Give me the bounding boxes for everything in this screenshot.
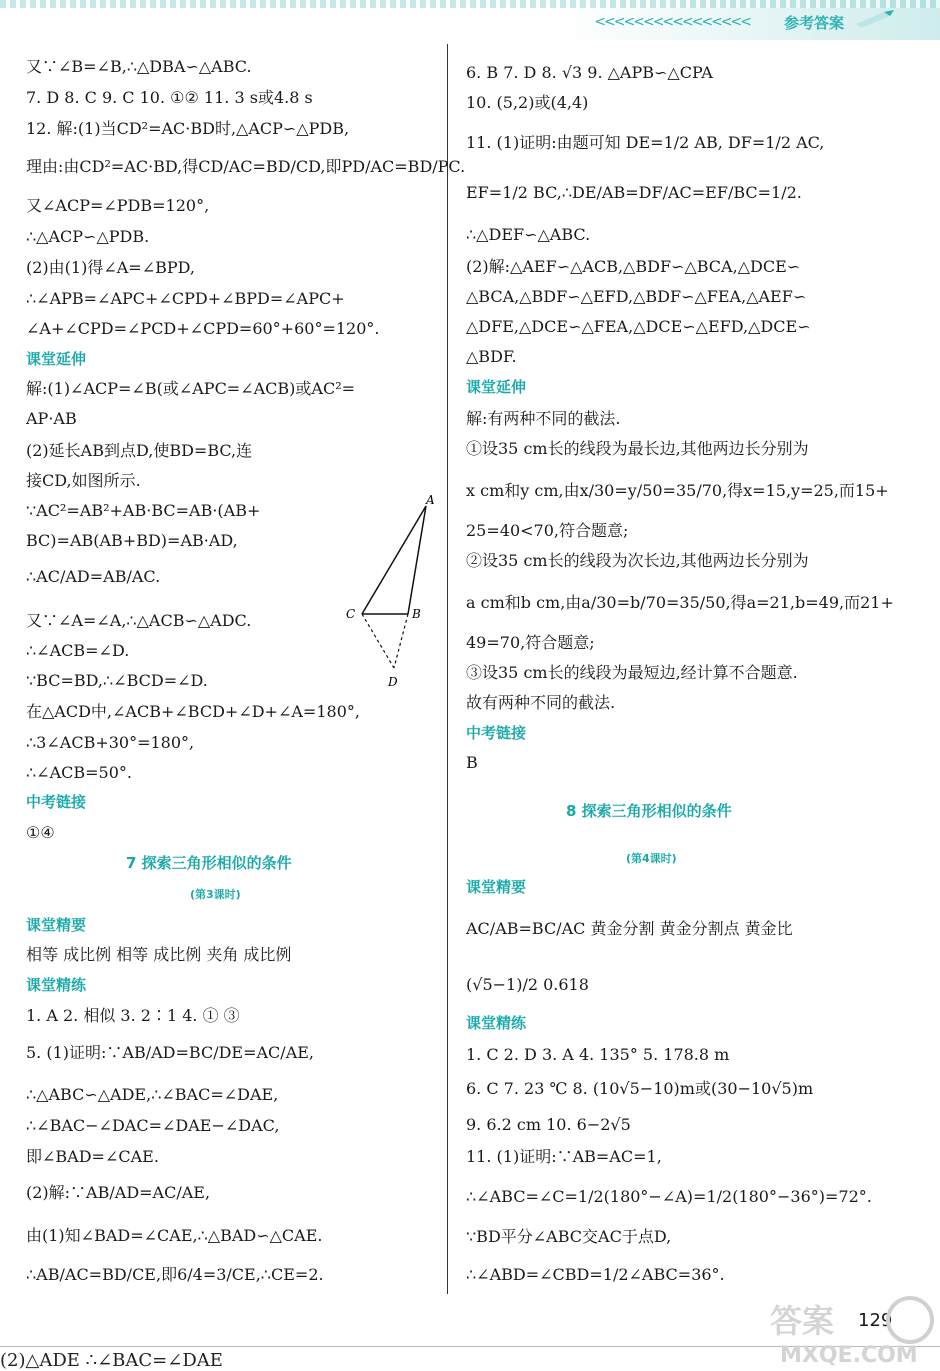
answer-line: 解:有两种不同的截法. xyxy=(466,409,621,428)
header-arrows: <<<<<<<<<<<<<<<< xyxy=(594,14,750,30)
answer-line: ∠A+∠CPD=∠PCD+∠CPD=60°+60°=120°. xyxy=(26,319,380,338)
answer-line: ∴AB/AC=BD/CE,即6/4=3/CE,∴CE=2. xyxy=(26,1265,324,1284)
answer-line: ∴△ABC∽△ADE,∴∠BAC=∠DAE, xyxy=(26,1085,279,1104)
answer-line: 故有两种不同的截法. xyxy=(466,693,616,712)
answer-line: 9. 6.2 cm 10. 6−2√5 xyxy=(466,1115,631,1134)
answer-line: 理由:由CD²=AC·BD,得CD/AC=BD/CD,即PD/AC=BD/PC. xyxy=(26,157,466,176)
answer-line: ∵BC=BD,∴∠BCD=∠D. xyxy=(26,671,208,690)
answer-line: BC)=AB(AB+BD)=AB·AD, xyxy=(26,531,238,550)
answer-line: B xyxy=(466,753,478,772)
answer-line: 11. (1)证明:由题可知 DE=1/2 AB, DF=1/2 AC, xyxy=(466,133,825,152)
header-stripe xyxy=(0,0,940,8)
watermark-logo xyxy=(760,1290,940,1368)
section-heading: 中考链接 xyxy=(466,724,527,742)
answer-line: 即∠BAD=∠CAE. xyxy=(26,1147,159,1166)
section-heading: 课堂精要 xyxy=(466,878,527,896)
answer-line: △DFE,△DCE∽△FEA,△DCE∽△EFD,△DCE∽ xyxy=(466,317,811,336)
answer-line: 又∵∠A=∠A,∴△ACB∽△ADC. xyxy=(26,611,252,630)
lesson-title: 8 探索三角形相似的条件 xyxy=(566,802,732,820)
answer-line: △BDF. xyxy=(466,347,517,366)
answer-line: △BCA,△BDF∽△EFD,△BDF∽△FEA,△AEF∽ xyxy=(466,287,807,306)
answer-line: 11. (1)证明:∵AB=AC=1, xyxy=(466,1147,662,1166)
answer-line: ∵AC²=AB²+AB·BC=AB·(AB+ xyxy=(26,501,261,520)
figure-label-c: C xyxy=(346,607,356,621)
answer-line: ∴3∠ACB+30°=180°, xyxy=(26,733,195,752)
section-heading: 中考链接 xyxy=(26,793,87,811)
lesson-subtitle: (第4课时) xyxy=(626,852,677,865)
answer-line: 5. (1)证明:∵AB/AD=BC/DE=AC/AE, xyxy=(26,1043,315,1062)
answer-line: ∴∠ACB=∠D. xyxy=(26,641,130,660)
answer-line: 6. B 7. D 8. √3 9. △APB∽△CPA xyxy=(466,63,713,82)
answer-line: (2)解:△AEF∽△ACB,△BDF∽△BCA,△DCE∽ xyxy=(466,257,801,276)
answer-line: (2)解:∵AB/AD=AC/AE, xyxy=(26,1183,211,1202)
section-heading: 课堂精练 xyxy=(26,976,87,994)
answer-line: 解:(1)∠ACP=∠B(或∠APC=∠ACB)或AC²= xyxy=(26,379,356,398)
section-heading: 课堂精练 xyxy=(466,1014,527,1032)
answer-line: (2)延长AB到点D,使BD=BC,连 xyxy=(26,441,253,460)
lesson-subtitle: (第3课时) xyxy=(190,888,241,901)
figure-label-a: A xyxy=(426,493,435,507)
svg-text:MXQE.COM: MXQE.COM xyxy=(780,1343,918,1368)
answer-line: ∴△DEF∽△ABC. xyxy=(466,225,591,244)
answer-line: 10. (5,2)或(4,4) xyxy=(466,93,589,112)
answer-line: AP·AB xyxy=(26,409,77,428)
answer-line: ①设35 cm长的线段为最长边,其他两边长分别为 xyxy=(466,439,809,458)
triangle-figure xyxy=(342,492,462,692)
answer-line: 又∵∠B=∠B,∴△DBA∽△ABC. xyxy=(26,57,252,76)
page-number: 129 xyxy=(858,1310,893,1331)
figure-label-b: B xyxy=(412,607,421,621)
answer-line: ∴△ACP∽△PDB. xyxy=(26,227,150,246)
answer-line: ∵BD平分∠ABC交AC于点D, xyxy=(466,1227,672,1246)
answer-line: 7. D 8. C 9. C 10. ①② 11. 3 s或4.8 s xyxy=(26,88,313,107)
answer-line: a cm和b cm,由a/30=b/70=35/50,得a=21,b=49,而21+ xyxy=(466,593,894,612)
answer-line: x cm和y cm,由x/30=y/50=35/70,得x=15,y=25,而15+ xyxy=(466,481,889,500)
answer-line: 12. 解:(1)当CD²=AC·BD时,△ACP∽△PDB, xyxy=(26,119,350,138)
answer-line: 1. A 2. 相似 3. 2∶1 4. ① ③ xyxy=(26,1006,240,1025)
answer-line: ∴∠ACB=50°. xyxy=(26,763,132,782)
answer-line: (2)由(1)得∠A=∠BPD, xyxy=(26,258,195,277)
header-label: 参考答案 xyxy=(783,14,844,32)
answer-line: ∴AC/AD=AB/AC. xyxy=(26,567,161,586)
answer-line: ∴∠APB=∠APC+∠CPD+∠BPD=∠APC+ xyxy=(26,289,345,308)
answer-line: 由(1)知∠BAD=∠CAE,∴△BAD∽△CAE. xyxy=(26,1226,323,1245)
answer-line: ∴∠BAC−∠DAC=∠DAE−∠DAC, xyxy=(26,1116,280,1135)
answer-line: ①④ xyxy=(26,823,55,842)
answer-line: 接CD,如图所示. xyxy=(26,471,141,490)
lesson-title: 7 探索三角形相似的条件 xyxy=(126,854,292,872)
answer-line: (√5−1)/2 0.618 xyxy=(466,975,589,994)
answer-line: 49=70,符合题意; xyxy=(466,633,595,652)
answer-line: 25=40<70,符合题意; xyxy=(466,521,629,540)
answer-line: ∴∠ABD=∠CBD=1/2∠ABC=36°. xyxy=(466,1265,725,1284)
pencil-icon xyxy=(854,8,900,30)
answer-line: 相等 成比例 相等 成比例 夹角 成比例 xyxy=(26,945,292,964)
answer-line: 又∠ACP=∠PDB=120°, xyxy=(26,196,210,215)
answer-line: EF=1/2 BC,∴DE/AB=DF/AC=EF/BC=1/2. xyxy=(466,183,802,202)
section-heading: 课堂延伸 xyxy=(26,350,87,368)
answer-line: 6. C 7. 23 ℃ 8. (10√5−10)m或(30−10√5)m xyxy=(466,1079,814,1098)
answer-line: 1. C 2. D 3. A 4. 135° 5. 178.8 m xyxy=(466,1045,730,1064)
svg-text:答案: 答案 xyxy=(770,1302,835,1340)
answer-line: AC/AB=BC/AC 黄金分割 黄金分割点 黄金比 xyxy=(466,919,793,938)
answer-line: ③设35 cm长的线段为最短边,经计算不合题意. xyxy=(466,663,798,682)
page-header xyxy=(0,0,940,40)
answer-line: 在△ACD中,∠ACB+∠BCD+∠D+∠A=180°, xyxy=(26,702,360,721)
figure-label-d: D xyxy=(388,675,398,689)
section-heading: 课堂延伸 xyxy=(466,378,527,396)
answer-line: ②设35 cm长的线段为次长边,其他两边长分别为 xyxy=(466,551,809,570)
bottom-cut-off-text: (2)△ADE ∴∠BAC=∠DAE xyxy=(0,1350,223,1371)
section-heading: 课堂精要 xyxy=(26,916,87,934)
answer-line: ∴∠ABC=∠C=1/2(180°−∠A)=1/2(180°−36°)=72°. xyxy=(466,1187,872,1206)
